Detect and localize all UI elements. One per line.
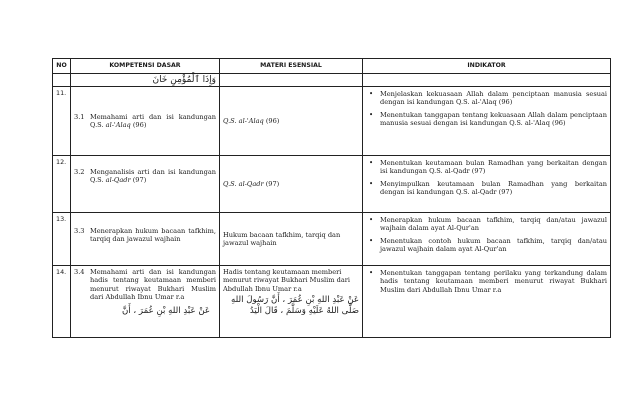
kd-surah-name: al-Qadr — [105, 176, 131, 185]
materi-surah: Q.S. al-'Alaq — [223, 116, 264, 125]
table-row — [53, 156, 611, 213]
materi-cell — [223, 89, 359, 153]
header-materi-esensial: MATERI ESENSIAL — [220, 59, 363, 74]
indicator-item: • Menerapkan hukum bacaan tafkhim, tarqiq dan/atau jawazul wajhain dalam ayat Al-Qur'an — [366, 216, 607, 233]
kd-text: Menerapkan hukum bacaan tafkhim, tarqiq dan jawazul wajhain — [90, 227, 216, 244]
materi-surah: Q.S. al-Qadr — [223, 179, 264, 188]
curriculum-table-page — [52, 58, 610, 338]
kd-text: Menganalisis arti dan isi kandungan Q.S. — [90, 168, 216, 185]
materi-cell: Hukum bacaan tafkhim, tarqiq dan jawazul wajhain — [223, 230, 341, 247]
indicator-item: • Menyimpulkan keutamaan bulan Ramadhan yang berkaitan dengan isi kandungan Q.S. al-Qadr (97) — [366, 180, 607, 197]
kompetensi-dasar-cell — [74, 227, 216, 244]
arabic-heading-row — [53, 74, 611, 87]
kd-number: 3.3 — [74, 227, 85, 235]
kd-text: Memahami arti dan isi kandungan Q.S. — [90, 112, 216, 129]
materi-cell: Hadis tentang keutamaan memberi menurut riwayat Bukhari Muslim dari Abdullah Ibnu Umar r.a — [223, 268, 351, 293]
row-number: 11. — [53, 87, 71, 156]
kompetensi-dasar-cell — [74, 268, 216, 302]
row-number: 14. — [53, 266, 71, 338]
kd-number: 3.4 — [74, 268, 85, 276]
indicator-item: • Menentukan tanggapan tentang perilaku yang terkandung dalam hadis tentang keutamaan memberi menurut riwayat Bukhari Muslim dari Abdullah Ibnu Umar r.a — [366, 269, 607, 294]
indicator-item: • Menjelaskan kekuasaan Allah dalam penciptaan manusia sesuai dengan isi kandungan Q.S. al-'Alaq (96) — [366, 90, 607, 107]
indicator-list — [366, 216, 607, 254]
kd-surah-number: (96) — [130, 121, 147, 129]
materi-cell — [223, 158, 359, 210]
materi-number: (96) — [263, 116, 280, 125]
kd-surah-name: al-'Alaq — [105, 121, 131, 129]
kd-number: 3.2 — [74, 168, 85, 176]
kompetensi-dasar-cell — [74, 168, 216, 185]
materi-hadith-arabic: عَنْ عَبْدِ اللهِ بْنِ عُمَرَ ، أَنَّ رَسُولَ اللهِ صَلَّى اللهُ عَلَيْهِ وَسَلَّمَ ، قَالَ الْيَدُ — [231, 295, 359, 317]
table-row — [53, 87, 611, 156]
table-row — [53, 213, 611, 266]
row-number: 13. — [53, 213, 71, 266]
indicator-item: • Menentukan keutamaan bulan Ramadhan yang berkaitan dengan isi kandungan Q.S. al-Qadr (97) — [366, 159, 607, 176]
arabic-heading: وَإِذَا ٱلْمُؤْمِنِ خَانَ — [152, 75, 216, 85]
kompetensi-dasar-cell — [74, 113, 216, 130]
header-indikator: INDIKATOR — [363, 59, 611, 74]
indicator-list — [366, 159, 607, 197]
indicator-list — [366, 269, 607, 294]
kd-surah-number: (97) — [130, 176, 147, 185]
header-kompetensi-dasar: KOMPETENSI DASAR — [71, 59, 220, 74]
kd-hadith-arabic: عَنْ عَبْدِ اللهِ بْنِ عُمَرَ ، أَنَّ — [122, 305, 210, 316]
kd-text: Memahami arti dan isi kandungan hadis tentang keutamaan memberi menurut riwayat Bukhari Muslim dari Abdullah Ibnu Umar r.a — [90, 268, 216, 302]
header-row — [53, 59, 611, 74]
kd-number: 3.1 — [74, 112, 85, 121]
indicator-list — [366, 90, 607, 128]
table-row — [53, 266, 611, 338]
indicator-item: • Menentukan tanggapan tentang kekuasaan Allah dalam penciptaan manusia sesuai dengan isi kandungan Q.S. al-'Alaq (96) — [366, 111, 607, 128]
materi-number: (97) — [263, 179, 280, 188]
row-number: 12. — [53, 156, 71, 213]
curriculum-table — [52, 58, 611, 338]
header-no: NO — [53, 59, 71, 74]
indicator-item: • Menentukan contoh hukum bacaan tafkhim, tarqiq dan/atau jawazul wajhain dalam ayat Al-Qur'an — [366, 237, 607, 254]
